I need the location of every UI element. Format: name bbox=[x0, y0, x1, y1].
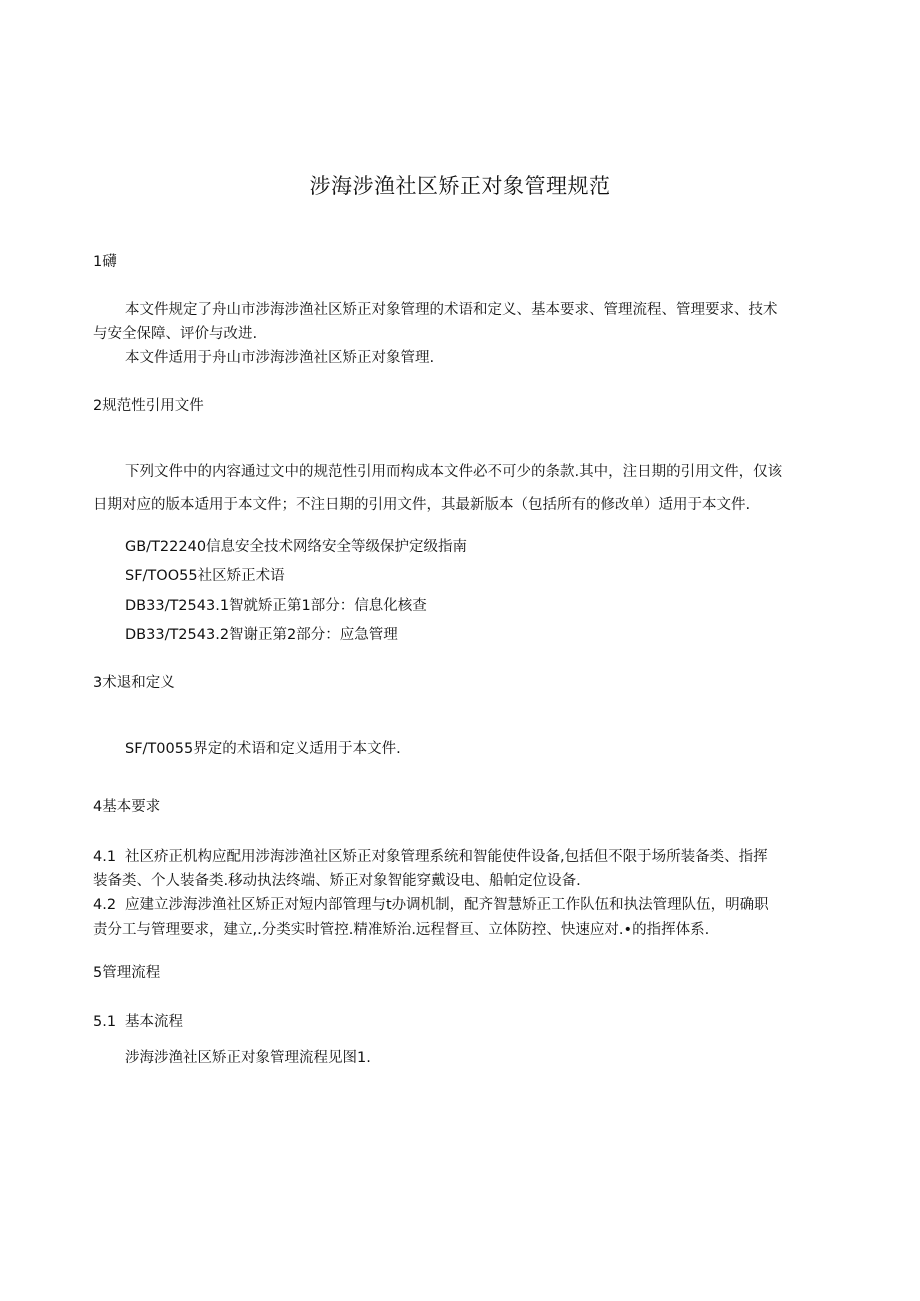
clause-4-1-line-2: 装备类、个人装备类.移动执法终端、矫正对象智能穿戴设电、船帕定位设备. bbox=[93, 873, 581, 889]
normative-reference-item: GB/T22240信息安全技术网络安全等级保护定级指南 bbox=[125, 539, 468, 555]
section-3-paragraph: SF/T0055界定的术语和定义适用于本文件. bbox=[125, 741, 401, 757]
section-1-heading: 1礴 bbox=[93, 254, 117, 270]
clause-number: 4.2 bbox=[93, 897, 117, 913]
section-5-heading: 5管理流程 bbox=[93, 965, 161, 981]
section-1-paragraph-2: 本文件适用于舟山市涉海涉渔社区矫正对象管理. bbox=[125, 350, 435, 366]
clause-4-1-line-1 bbox=[93, 845, 768, 866]
clause-4-2-line-1 bbox=[93, 893, 769, 914]
clause-4-2-line-2: 责分工与管理要求，建立,.分类实时管控.精准矫治.远程督亘、立体防控、快速应对.•的指挥体系. bbox=[93, 922, 710, 938]
section-2-paragraph-line-2: 日期对应的版本适用于本文件；不注日期的引用文件，其最新版本（包括所有的修改单）适用于本文件. bbox=[93, 497, 751, 513]
clause-5-1-heading bbox=[93, 1010, 183, 1031]
normative-reference-item: DB33/T2543.1智就矫正第1部分：信息化核查 bbox=[125, 598, 427, 614]
section-4-heading: 4基本要求 bbox=[93, 799, 161, 815]
clause-text: 应建立涉海涉渔社区矫正对短内部管理与t办调机制，配齐智慧矫正工作队伍和执法管理队伍，明确职 bbox=[125, 897, 769, 913]
clause-number: 4.1 bbox=[93, 849, 117, 865]
section-2-paragraph-line-1: 下列文件中的内容通过文中的规范性引用而构成本文件必不可少的条款.其中，注日期的引用文件，仅该 bbox=[125, 464, 783, 480]
normative-reference-item: DB33/T2543.2智谢正第2部分：应急管理 bbox=[125, 627, 398, 643]
document-title: 涉海涉渔社区矫正对象管理规范 bbox=[309, 174, 611, 198]
clause-number: 5.1 bbox=[93, 1014, 117, 1030]
clause-text: 社区疥正机构应配用涉海涉渔社区矫正对象管理系统和智能使件设备,包括但不限于场所装备类、指挥 bbox=[125, 849, 768, 865]
section-1-paragraph-1-line-1: 本文件规定了舟山市涉海涉渔社区矫正对象管理的术语和定义、基本要求、管理流程、管理要求、技术 bbox=[125, 302, 778, 318]
normative-reference-item: SF/TOO55社区矫正术语 bbox=[125, 568, 285, 584]
section-3-heading: 3术退和定义 bbox=[93, 675, 175, 691]
clause-title: 基本流程 bbox=[125, 1014, 183, 1030]
section-2-heading: 2规范性引用文件 bbox=[93, 398, 204, 414]
section-5-paragraph: 涉海涉渔社区矫正对象管理流程见图1. bbox=[125, 1050, 371, 1066]
section-1-paragraph-1-line-2: 与安全保障、评价与改进. bbox=[93, 326, 258, 342]
